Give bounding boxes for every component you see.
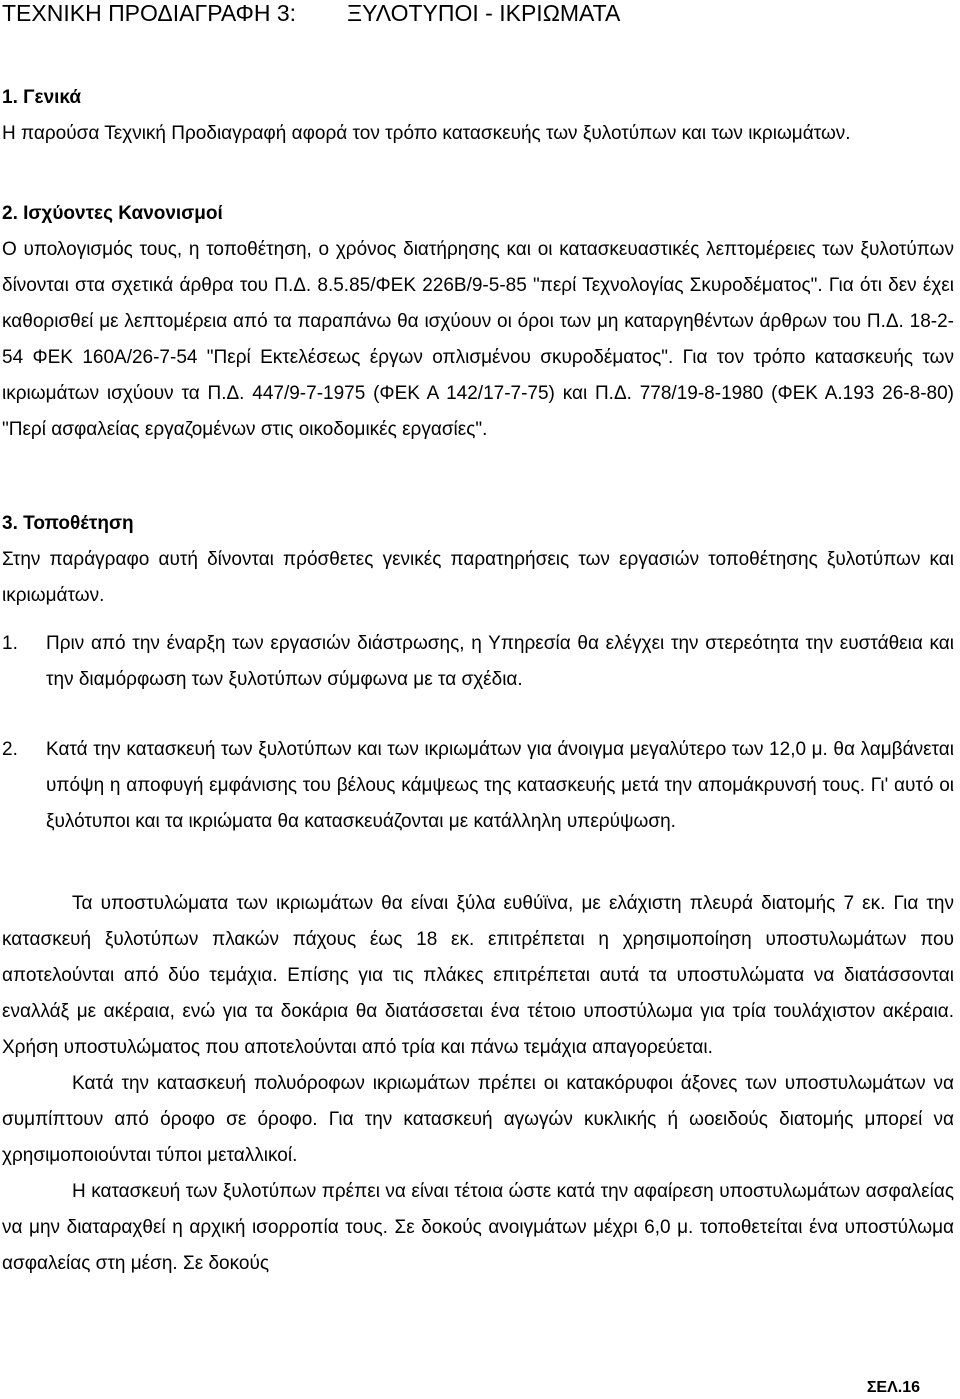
section-paragraph: Στην παράγραφο αυτή δίνονται πρόσθετες γενικές παρατηρήσεις των εργασιών τοποθέτησης ξυλοτύπων και ικριωμάτων. — [2, 549, 954, 606]
list-item — [2, 626, 954, 698]
list-item — [2, 732, 954, 840]
list-item-number: 2. — [2, 739, 18, 760]
section-heading: 2. Ισχύοντες Κανονισμοί — [2, 203, 223, 224]
list-item-number: 1. — [2, 633, 18, 654]
section-heading: 1. Γενικά — [2, 87, 82, 108]
page-number: ΣΕΛ.16 — [866, 1379, 920, 1396]
section-placement — [2, 506, 954, 614]
section-paragraph: Κατά την κατασκευή πολυόροφων ικριωμάτων πρέπει οι κατακόρυφοι άξονες των υποστυλωμάτων να συμπίπτουν από όροφο σε όροφο. Για την κατασκευή αγωγών κυκλικής ή ωοειδούς διατομής μπορεί να χρησιμοποιούνται τύποι μεταλλικοί. — [2, 1073, 954, 1166]
body-paragraphs — [2, 886, 954, 1282]
list-item-text: Πριν από την έναρξη των εργασιών διάστρωσης, η Υπηρεσία θα ελέγχει την στερεότητα την ευστάθεια και την διαμόρφωση των ξυλοτύπων σύμφωνα με τα σχέδια. — [46, 633, 954, 690]
section-paragraph: Η κατασκευή των ξυλοτύπων πρέπει να είναι τέτοια ώστε κατά την αφαίρεση υποστυλωμάτων ασφαλείας να μην διαταραχθεί η αρχική ισορροπία τους. Σε δοκούς ανοιγμάτων μέχρι 6,0 μ. τοποθετείται ένα υποστύλωμα ασφαλείας στη μέση. Σε δοκούς — [2, 1181, 954, 1274]
document-title: ΤΕΧΝΙΚΗ ΠΡΟΔΙΑΓΡΑΦΗ 3: ΞΥΛΟΤΥΠΟΙ - ΙΚΡΙΩΜΑΤΑ — [2, 0, 621, 26]
section-regulations — [2, 196, 954, 448]
section-heading: 3. Τοποθέτηση — [2, 513, 134, 534]
section-general — [2, 80, 954, 152]
section-paragraph: Ο υπολογισμός τους, η τοποθέτηση, ο χρόνος διατήρησης και οι κατασκευαστικές λεπτομέρειες των ξυλοτύπων δίνονται στα σχετικά άρθρα του Π.Δ. 8.5.85/ΦΕΚ 226Β/9-5-85 "περί Τεχνολογίας Σκυροδέματος". Για ότι δεν έχει καθορισθεί με λεπτομέρεια από τα παραπάνω θα ισχύουν οι όροι των μη καταργηθέντων άρθρων του Π.Δ. 18-2-54 ΦΕΚ 160Α/26-7-54 "Περί Εκτελέσεως έργων οπλισμένου σκυροδέματος". Για τον τρόπο κατασκευής των ικριωμάτων ισχύουν τα Π.Δ. 447/9-7-1975 (ΦΕΚ Α 142/17-7-75) και Π.Δ. 778/19-8-1980 (ΦΕΚ Α.193 26-8-80) "Περί ασφαλείας εργαζομένων στις οικοδομικές εργασίες". — [2, 239, 954, 440]
list-item-text: Κατά την κατασκευή των ξυλοτύπων και των ικριωμάτων για άνοιγμα μεγαλύτερο των 12,0 μ. θα λαμβάνεται υπόψη η αποφυγή εμφάνισης του βέλους κάμψεως της κατασκευής μετά την απομάκρυνσή τους. Γι' αυτό οι ξυλότυποι και τα ικριώματα θα κατασκευάζονται με κατάλληλη υπερύψωση. — [46, 739, 954, 832]
section-paragraph: Τα υποστυλώματα των ικριωμάτων θα είναι ξύλα ευθύϊνα, με ελάχιστη πλευρά διατομής 7 εκ. Για την κατασκευή ξυλοτύπων πλακών πάχους έως 18 εκ. επιτρέπεται η χρησιμοποίηση υποστυλωμάτων που αποτελούνται από δύο τεμάχια. Επίσης για τις πλάκες επιτρέπεται αυτά τα υποστυλώματα να διατάσσονται εναλλάξ με ακέραια, ενώ για τα δοκάρια θα διατάσσεται ένα τέτοιο υποστύλωμα για τρία τουλάχιστον ακέραια. Χρήση υποστυλώματος που αποτελούνται από τρία και πάνω τεμάχια απαγορεύεται. — [2, 893, 954, 1058]
section-paragraph: Η παρούσα Τεχνική Προδιαγραφή αφορά τον τρόπο κατασκευής των ξυλοτύπων και των ικριωμάτων. — [2, 123, 851, 144]
